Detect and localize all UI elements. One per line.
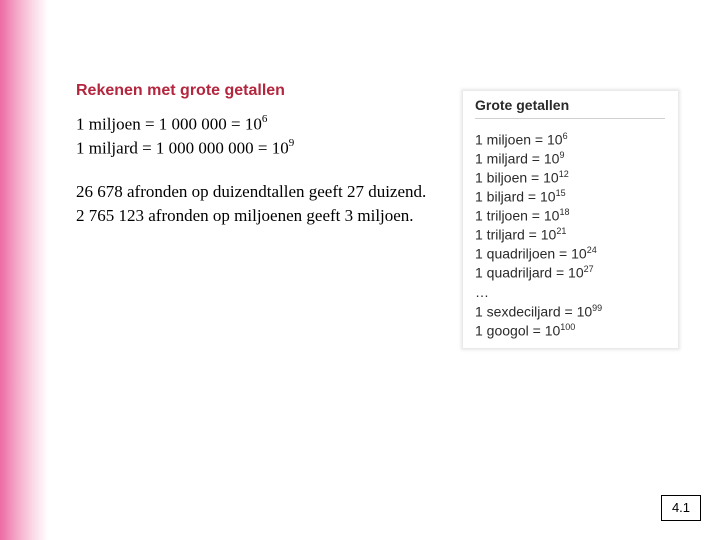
row-base: 10 bbox=[547, 131, 563, 148]
row-base: 10 bbox=[540, 188, 556, 205]
row-exponent: 9 bbox=[559, 150, 565, 160]
equals-sign: = bbox=[524, 188, 540, 205]
miljoen-line bbox=[76, 114, 267, 135]
row-base: 10 bbox=[540, 226, 557, 243]
miljard-line bbox=[76, 138, 294, 159]
row-exponent: 18 bbox=[559, 207, 570, 217]
table-row bbox=[475, 131, 568, 148]
miljoen-text: 1 miljoen = 1 000 000 = 10 bbox=[76, 114, 262, 134]
miljard-exponent: 9 bbox=[288, 137, 295, 149]
row-exponent: 27 bbox=[583, 264, 594, 274]
row-base: 10 bbox=[568, 264, 584, 281]
equals-sign: = bbox=[555, 245, 572, 262]
table-divider bbox=[475, 118, 665, 119]
table-row bbox=[475, 169, 569, 186]
miljoen-exponent: 6 bbox=[261, 113, 268, 125]
table-title: Grote getallen bbox=[475, 97, 570, 113]
table-row bbox=[475, 188, 566, 205]
row-name: 1 triljoen bbox=[475, 207, 528, 224]
table-row bbox=[475, 245, 597, 262]
row-name: 1 miljard bbox=[475, 150, 528, 167]
table-row bbox=[475, 150, 564, 167]
row-name: 1 quadriljard bbox=[475, 264, 553, 281]
table-row bbox=[475, 322, 575, 339]
row-exponent: 24 bbox=[586, 245, 597, 255]
table-row bbox=[475, 226, 566, 243]
row-name: 1 sexdeciljard bbox=[475, 303, 561, 320]
row-name: 1 triljard bbox=[475, 226, 525, 243]
equals-sign: = bbox=[560, 303, 577, 320]
rounding-example-thousands: 26 678 afronden op duizendtallen geeft 27 duizend. bbox=[76, 182, 427, 201]
row-exponent: 6 bbox=[562, 131, 568, 141]
row-exponent: 99 bbox=[592, 303, 603, 313]
row-name: 1 googol bbox=[475, 322, 529, 339]
row-base: 10 bbox=[543, 150, 560, 167]
row-exponent: 100 bbox=[560, 322, 576, 332]
equals-sign: = bbox=[527, 150, 544, 167]
table-row bbox=[475, 284, 489, 300]
decorative-side-band bbox=[0, 0, 48, 540]
page-number: 4.1 bbox=[661, 495, 701, 521]
row-name: 1 miljoen bbox=[475, 131, 532, 148]
equals-sign: = bbox=[527, 169, 544, 186]
miljard-text: 1 miljard = 1 000 000 000 = 10 bbox=[76, 138, 289, 158]
equals-sign: = bbox=[524, 226, 541, 243]
equals-sign: = bbox=[527, 207, 544, 224]
rounding-example-millions: 2 765 123 afronden op miljoenen geeft 3 miljoen. bbox=[76, 206, 414, 225]
row-exponent: 15 bbox=[555, 188, 566, 198]
row-exponent: 21 bbox=[556, 226, 567, 236]
table-row bbox=[475, 303, 602, 320]
equals-sign: = bbox=[552, 264, 569, 281]
row-exponent: 12 bbox=[558, 169, 569, 179]
table-row bbox=[475, 264, 594, 281]
row-base: 10 bbox=[571, 245, 587, 262]
row-base: 10 bbox=[544, 322, 561, 339]
row-name: 1 quadriljoen bbox=[475, 245, 556, 262]
table-row bbox=[475, 207, 569, 224]
row-base: 10 bbox=[576, 303, 593, 320]
equals-sign: = bbox=[528, 322, 545, 339]
row-name: 1 biljoen bbox=[475, 169, 528, 186]
page-title: Rekenen met grote getallen bbox=[76, 82, 285, 99]
row-name: … bbox=[475, 284, 489, 300]
row-name: 1 biljard bbox=[475, 188, 525, 205]
row-base: 10 bbox=[543, 169, 559, 186]
equals-sign: = bbox=[531, 131, 547, 148]
large-numbers-table bbox=[463, 91, 678, 348]
row-base: 10 bbox=[543, 207, 560, 224]
